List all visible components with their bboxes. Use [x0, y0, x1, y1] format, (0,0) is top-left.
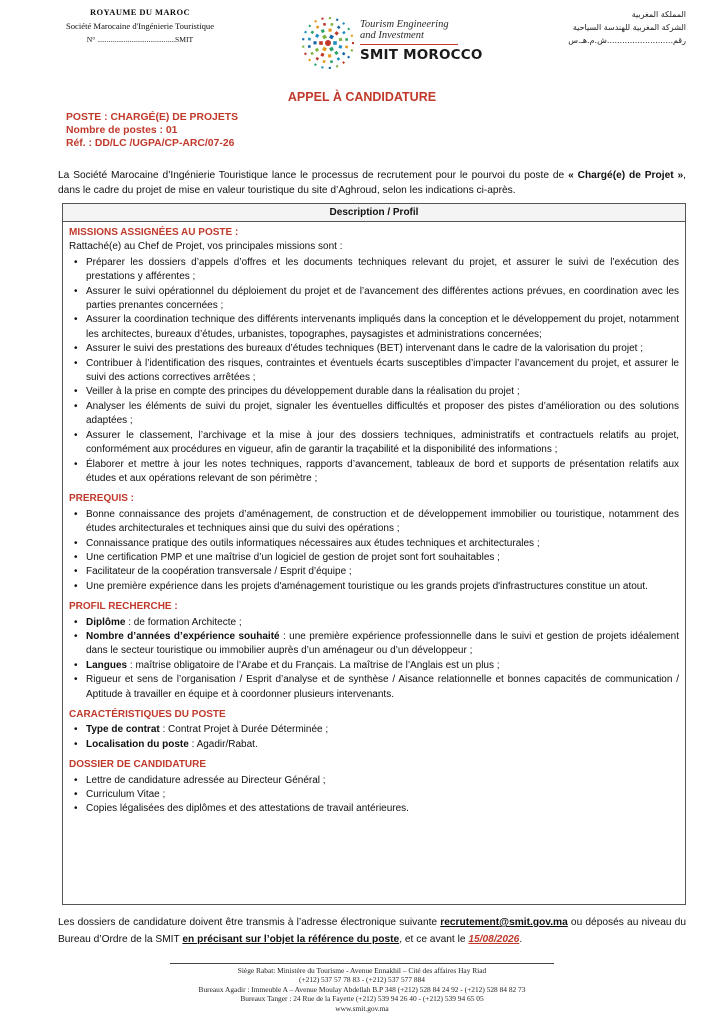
intro-text-start: La Société Marocaine d’Ingénierie Touristique lance le processus de recrutement pour le pourvoi du poste de	[58, 170, 569, 181]
emblem-tile	[336, 18, 339, 21]
emblem-tile	[314, 20, 317, 23]
list-item	[69, 659, 679, 673]
emblem-tile	[330, 60, 333, 63]
item-text: : une première expérience professionnelle dans le suivi et gestion de projets idéalement dans le secteur touristique ou immobilier auprès d’un aménageur ou d’un développeur ;	[86, 630, 679, 657]
footer-tanger-address: Bureaux Tanger : 24 Rue de la Fayette (+212) 539 94 26 40 - (+212) 539 94 65 05	[240, 994, 484, 1004]
list-item: • Élaborer et mettre à jour les notes techniques, rapports d’avancement, tableaux de bord et supports de présentation relatifs aux études et aux opérations relevant de son périmètre ;	[69, 458, 679, 487]
emblem-tile	[329, 67, 331, 69]
application-deadline: 15/08/2026	[468, 934, 520, 945]
emblem-tile	[333, 41, 337, 45]
list-item: • Bonne connaissance des projets d’aménagement, de construction et de développement immobilier ou touristique, notamment des études architecturales et techniques ainsi que du suivi des opérations ;	[69, 508, 679, 537]
profile-box-heading: Description / Profil	[63, 204, 685, 222]
intro-position-name: « Chargé(e) de Projet »	[568, 170, 684, 181]
item-text: Rigueur et sens de l’organisation / Esprit d’analyse et de synthèse / Aisance relationnelle et bonnes capacités de communication / Aptitude à travailler en équipe et à coordonner plusieurs intervenants.	[86, 674, 679, 700]
position-title: POSTE : CHARGÉ(E) DE PROJETS	[66, 112, 239, 123]
emblem-tile	[334, 31, 338, 35]
emblem-tile	[316, 25, 320, 29]
item-text: : maîtrise obligatoire de l’Arabe et du Français. La maîtrise de l’Anglais est un plus ;	[127, 659, 500, 671]
closing-text-1: Les dossiers de candidature doivent être transmis à l’adresse électronique suivante	[58, 917, 441, 928]
list-item: • Préparer les dossiers d’appels d’offres et les documents techniques relevant du projet, et assurer le suivi de l’exécution des prestations y afférentes ;	[69, 256, 679, 285]
item-label: Localisation du poste	[86, 738, 189, 750]
emblem-tile	[351, 49, 354, 52]
intro-paragraph	[58, 168, 686, 199]
reference-code: Réf. : DD/LC /UGPA/CP-ARC/07-26	[66, 138, 235, 150]
emblem-tile	[342, 52, 346, 56]
emblem-tile	[342, 22, 345, 25]
company-name-fr: Société Marocaine d'Ingénierie Touristique	[65, 21, 215, 31]
list-item: • Connaissance pratique des outils informatiques nécessaires aux études techniques et architecturales ;	[69, 537, 679, 551]
emblem-center	[325, 40, 331, 46]
emblem-tile	[330, 23, 333, 26]
emblem-tile	[310, 52, 314, 56]
emblem-tile	[304, 52, 307, 55]
missions-list	[69, 256, 679, 487]
emblem-tile	[308, 45, 311, 48]
emblem-tile	[334, 51, 338, 55]
smit-logo	[300, 15, 483, 73]
application-email-link[interactable]: recrutement@smit.gov.ma	[440, 917, 568, 928]
emblem-tile	[328, 28, 332, 32]
profil-recherche-list	[69, 616, 679, 702]
profil-recherche-section-title: PROFIL RECHERCHE :	[69, 601, 178, 613]
item-label: Nombre d’années d’expérience souhaité	[86, 630, 280, 642]
emblem-tile	[342, 61, 345, 64]
list-item: • Assurer le suivi opérationnel du déploiement du projet et de l’avancement des différentes actions prévues, en coordination avec les parties prenantes concernées ;	[69, 285, 679, 314]
number-of-positions: Nombre de postes : 01	[66, 125, 178, 137]
list-item: • Curriculum Vitae ;	[69, 788, 679, 802]
emblem-tile	[319, 41, 323, 45]
emblem-tile	[308, 58, 311, 61]
emblem-tile	[352, 42, 354, 44]
dossier-list	[69, 774, 679, 817]
item-label: Langues	[86, 659, 128, 671]
letterhead-left-block	[40, 7, 240, 44]
profile-box-body	[63, 222, 685, 817]
footer-addresses	[0, 966, 724, 1013]
list-item	[69, 616, 679, 630]
missions-lead: Rattaché(e) au Chef de Projet, vos principales missions sont :	[69, 241, 343, 253]
description-profile-box	[62, 203, 686, 905]
list-item	[69, 673, 679, 702]
list-item: • Assurer le classement, l’archivage et la mise à jour des dossiers techniques, administratifs et contractuels relatifs au projet, conformément aux procédures en vigueur, afin de garantir la traçabilité et la disponibilité des informations ;	[69, 429, 679, 458]
closing-paragraph	[58, 914, 686, 948]
emblem-tile	[304, 31, 307, 34]
item-label: Type de contrat	[86, 724, 160, 736]
intro-text-end: , dans le cadre du projet de mise en valeur touristique du site d’Aghroud, selon les indications ci-après.	[58, 170, 686, 197]
closing-emphasis: en précisant sur l’objet la référence du poste	[182, 934, 400, 945]
emblem-tile	[336, 65, 339, 68]
emblem-tile	[323, 23, 326, 26]
footer-agadir-address: Bureaux Agadir : Immeuble A – Avenue Moulay Abdellah B.P 348 (+212) 528 84 24 92 - (+212) 528 84 82 73	[198, 984, 526, 994]
logo-divider	[360, 44, 458, 45]
emblem-tile	[308, 24, 311, 27]
item-text: : Contrat Projet à Durée Déterminée ;	[159, 724, 329, 736]
item-text: : Agadir/Rabat.	[188, 738, 258, 750]
company-name-ar: الشركة المغربية للهندسة السياحية	[572, 23, 686, 32]
footer-website-link[interactable]: www.smit.gov.ma	[335, 1003, 389, 1013]
list-item: • Analyser les éléments de suivi du projet, signaler les éventuelles difficultés et proposer des pistes d’amélioration ou des solutions adaptées ;	[69, 400, 679, 429]
emblem-tile	[347, 28, 350, 31]
emblem-tile	[313, 41, 316, 44]
footer-rabat-phones: (+212) 537 57 78 83 - (+212) 537 577 884	[299, 975, 425, 985]
list-item: • Copies légalisées des diplômes et des attestations de travail antérieures.	[69, 802, 679, 816]
list-item: • Lettre de candidature adressée au Directeur Général ;	[69, 774, 679, 788]
emblem-tile	[328, 54, 331, 57]
list-item	[69, 630, 679, 659]
emblem-tile	[311, 30, 315, 34]
list-item: • Facilitateur de la coopération transversale / Esprit d’équipe ;	[69, 565, 679, 579]
emblem-tile	[337, 57, 341, 61]
emblem-tile	[321, 66, 324, 69]
caracteristiques-section-title: CARACTÉRISTIQUES DU POSTE	[69, 709, 226, 720]
letterhead-right-block	[496, 10, 686, 49]
logo-brand-name: SMIT MOROCCO	[360, 47, 483, 63]
footer-divider	[170, 963, 554, 964]
emblem-tile	[329, 34, 334, 39]
emblem-tile	[347, 56, 350, 59]
emblem-tile	[339, 38, 343, 42]
emblem-tile	[315, 48, 319, 52]
emblem-tile	[323, 60, 326, 63]
caracteristiques-list	[69, 723, 679, 752]
list-item: • Contribuer à l’identification des risques, contraintes et éventuels écarts susceptibles d’impacter l’avancement du projet, et assurer le suivi des actions correctives arrêtées ;	[69, 357, 679, 386]
reference-number-line-ar: رقم..........................ش.م.هـ.س	[568, 36, 686, 45]
emblem-tile	[351, 34, 354, 37]
smit-mosaic-emblem-icon	[300, 15, 356, 71]
closing-text-2: ou déposés au niveau du Bureau d’Ordre de la SMIT	[58, 917, 686, 945]
closing-text-3: , et ce avant le	[399, 934, 469, 945]
item-label: Diplôme	[86, 616, 126, 628]
emblem-tile	[314, 63, 317, 66]
emblem-tile	[322, 34, 327, 39]
reference-number-line-fr: N° .........................................SMIT	[86, 35, 194, 44]
logo-tagline-line2: and Investment	[360, 30, 424, 41]
list-item: • Assurer le suivi des prestations des bureaux d’études techniques (BET) intervenant dans le cadre de la valorisation du projet ;	[69, 342, 679, 356]
letterhead	[0, 0, 724, 80]
emblem-tile	[322, 47, 327, 52]
emblem-tile	[345, 38, 348, 41]
position-meta	[66, 111, 238, 151]
emblem-tile	[329, 47, 334, 52]
dossier-section-title: DOSSIER DE CANDIDATURE	[69, 759, 207, 771]
emblem-tile	[308, 38, 311, 41]
emblem-tile	[342, 31, 346, 35]
emblem-tile	[315, 34, 319, 38]
emblem-tile	[315, 57, 319, 61]
emblem-tile	[321, 17, 324, 20]
logo-tagline-line1: Tourism Engineering	[360, 19, 449, 30]
emblem-tile	[320, 53, 324, 57]
list-item: • Une première expérience dans les projets d'aménagement touristique ou les grands projets d'infrastructures constitue un atout.	[69, 580, 679, 594]
emblem-tile	[338, 45, 342, 49]
list-item: • Assurer la coordination technique des différents intervenants impliqués dans la conception et le développement du projet, notamment les architectes, bureaux d’études, urbanistes, topographes, paysagistes et administrations concernées;	[69, 313, 679, 342]
emblem-tile	[302, 38, 304, 40]
emblem-tile	[329, 17, 331, 19]
footer-rabat-address: Siège Rabat: Ministère du Tourisme - Avenue Ennakhil – Cité des affaires Hay Riad	[237, 966, 487, 975]
item-text: : de formation Architecte ;	[125, 616, 242, 628]
list-item	[69, 723, 679, 737]
kingdom-label-fr: ROYAUME DU MAROC	[89, 7, 191, 17]
emblem-tile	[321, 29, 325, 33]
prerequis-section-title: PREREQUIS :	[69, 493, 135, 505]
list-item	[69, 738, 679, 752]
emblem-tile	[345, 45, 348, 48]
list-item: • Veiller à la prise en compte des principes du développement durable dans la réalisation du projet ;	[69, 385, 679, 399]
list-item: • Une certification PMP et une maîtrise d’un logiciel de gestion de projet sont fort souhaitables ;	[69, 551, 679, 565]
emblem-tile	[302, 45, 304, 47]
closing-text-4: .	[519, 934, 523, 945]
prerequis-list	[69, 508, 679, 594]
kingdom-label-ar: المملكة المغربية	[631, 10, 686, 19]
document-title: APPEL À CANDIDATURE	[287, 90, 437, 104]
missions-section-title: MISSIONS ASSIGNÉES AU POSTE :	[69, 227, 239, 238]
emblem-tile	[337, 26, 341, 30]
